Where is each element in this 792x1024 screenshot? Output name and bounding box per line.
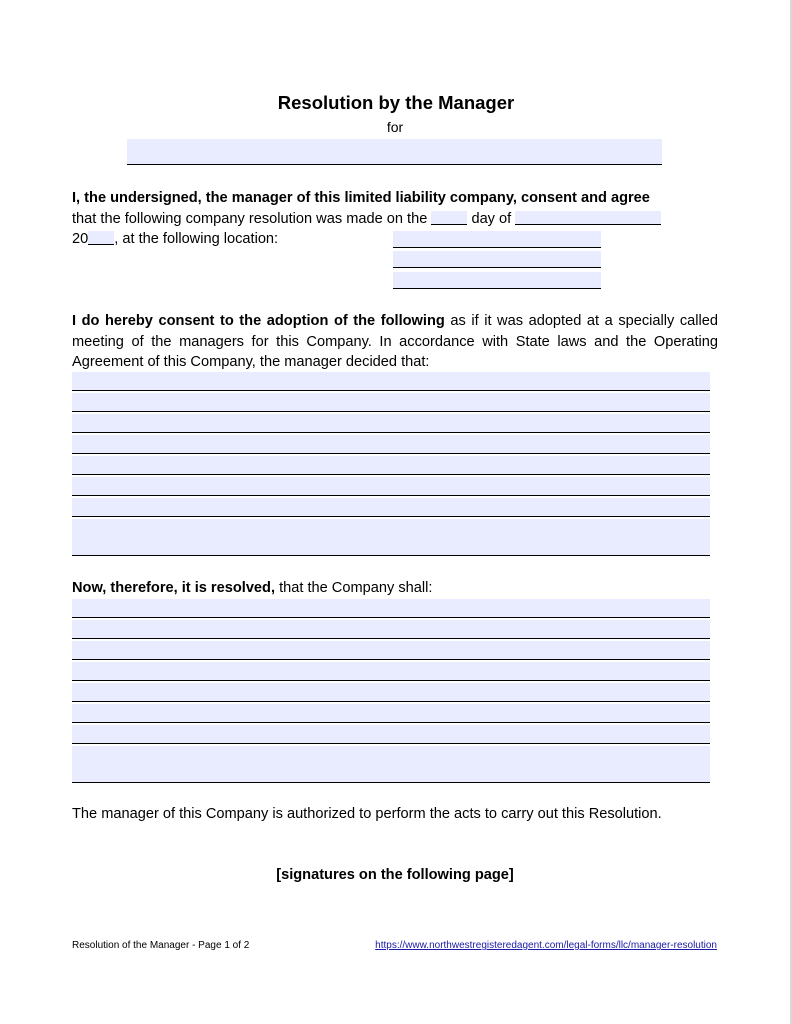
document-title: Resolution by the Manager bbox=[277, 92, 515, 113]
decision-line-1[interactable] bbox=[72, 372, 710, 391]
resolution-line-4[interactable] bbox=[72, 662, 710, 681]
resolution-line-8[interactable] bbox=[72, 746, 710, 765]
company-name-field[interactable] bbox=[127, 139, 662, 165]
resolution-line-1[interactable] bbox=[72, 599, 710, 618]
resolution-line-7[interactable] bbox=[72, 725, 710, 744]
resolution-line-5[interactable] bbox=[72, 683, 710, 702]
intro-text-a: that the following company resolution was made on the bbox=[72, 210, 428, 227]
intro-text-c: 20 bbox=[72, 231, 89, 247]
decision-line-2[interactable] bbox=[72, 393, 710, 412]
footer-link[interactable]: https://www.northwestregisteredagent.com/legal-forms/llc/manager-resolution bbox=[375, 940, 717, 951]
decision-line-3[interactable] bbox=[72, 414, 710, 433]
resolved-paragraph bbox=[72, 580, 432, 596]
footer-page-label: Resolution of the Manager - Page 1 of 2 bbox=[72, 940, 250, 951]
decision-line-9[interactable] bbox=[72, 537, 710, 556]
decision-line-8[interactable] bbox=[72, 519, 710, 538]
resolution-line-6[interactable] bbox=[72, 704, 710, 723]
decision-line-6[interactable] bbox=[72, 477, 710, 496]
decision-line-4[interactable] bbox=[72, 435, 710, 454]
location-field-3[interactable] bbox=[393, 272, 601, 289]
location-field-1[interactable] bbox=[393, 231, 601, 248]
signatures-note: [signatures on the following page] bbox=[276, 867, 514, 883]
location-field-2[interactable] bbox=[393, 251, 601, 268]
for-label: for bbox=[386, 119, 404, 135]
day-field[interactable] bbox=[431, 211, 467, 225]
decision-line-5[interactable] bbox=[72, 456, 710, 475]
month-field[interactable] bbox=[515, 211, 661, 225]
intro-text-b: day of bbox=[471, 210, 512, 227]
decision-line-7[interactable] bbox=[72, 498, 710, 517]
resolved-text: that the Company shall: bbox=[275, 580, 433, 596]
resolved-bold-text: Now, therefore, it is resolved, bbox=[72, 580, 276, 596]
adoption-bold-text: I do hereby consent to the adoption of the following bbox=[72, 313, 445, 329]
adoption-paragraph bbox=[72, 311, 718, 373]
authorization-statement: The manager of this Company is authorized to perform the acts to carry out this Resolution. bbox=[72, 806, 662, 822]
resolution-line-3[interactable] bbox=[72, 641, 710, 660]
intro-bold-text: I, the undersigned, the manager of this limited liability company, consent and agree bbox=[72, 190, 650, 206]
resolution-line-2[interactable] bbox=[72, 620, 710, 639]
intro-text-d: , at the following location: bbox=[114, 231, 279, 247]
resolution-line-9[interactable] bbox=[72, 764, 710, 783]
adoption-text: as if it was adopted at a specially called meeting of the managers for this Company. In accordance with State laws and the Operating Agreement of this Company, the manager decided that: bbox=[72, 313, 718, 370]
year-field[interactable] bbox=[88, 231, 114, 245]
